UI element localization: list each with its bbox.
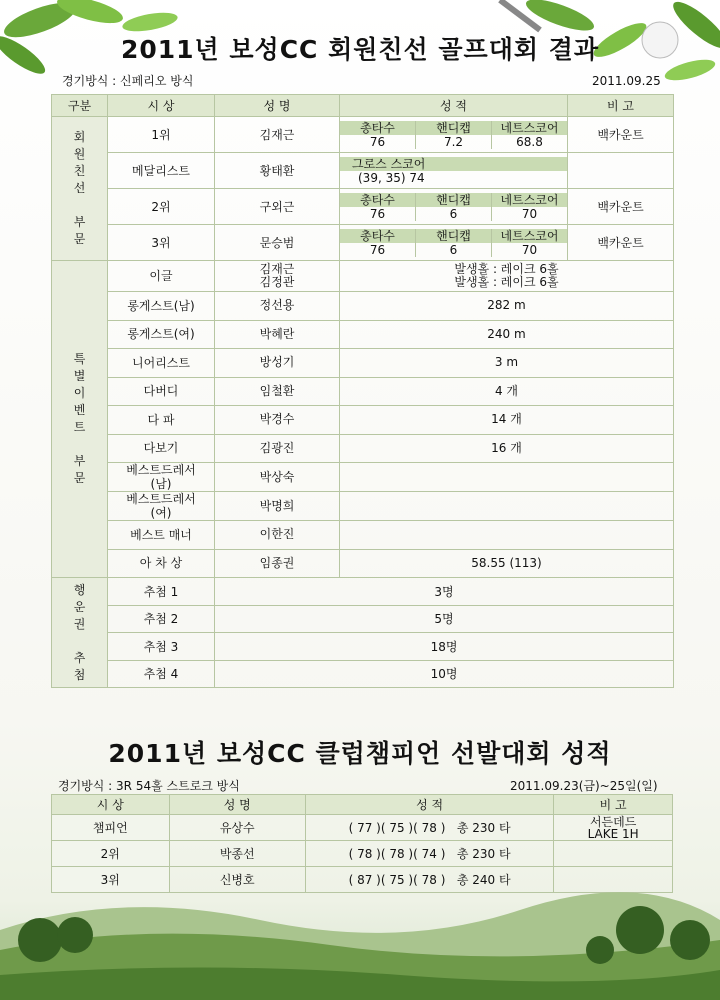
award-cell: 챔피언 [52, 815, 170, 841]
table-row [52, 492, 674, 521]
award-cell: 이글 [108, 261, 215, 292]
award-cell: 추첨 3 [108, 633, 215, 661]
result-cell: 10명 [215, 660, 674, 688]
table-row [52, 434, 674, 463]
award-cell: 롱게스트(남) [108, 292, 215, 321]
award-cell: 롱게스트(여) [108, 320, 215, 349]
award-cell: 다 파 [108, 406, 215, 435]
result-cell: 3 m [340, 349, 674, 378]
score-cell [340, 117, 568, 153]
score-header: 총타수 [340, 193, 416, 207]
score-header: 네트스코어 [500, 120, 559, 135]
gross-score-value: (39, 35) 74 [358, 170, 425, 185]
header-score: 성 적 [305, 795, 553, 815]
score-header: 네트스코어 [500, 192, 559, 207]
result-cell: 발생홀 : 레이크 6홀 발생홀 : 레이크 6홀 [340, 261, 674, 292]
method-label-2: 경기방식 : 3R 54홀 스트로크 방식 [58, 779, 240, 793]
header-note: 비 고 [554, 795, 673, 815]
header-name: 성 명 [169, 795, 305, 815]
table-row [52, 815, 673, 841]
award-cell: 추첨 2 [108, 605, 215, 633]
championship-table [51, 794, 673, 893]
name-cell: 이한진 [215, 521, 340, 550]
award-cell: 3위 [108, 225, 215, 261]
note-cell: 서든데드 LAKE 1H [554, 815, 673, 841]
result-cell: 282 m [340, 292, 674, 321]
name-cell: 김재근 [215, 117, 340, 153]
score-value: 70 [521, 206, 538, 221]
table-row [52, 292, 674, 321]
name-cell: 박종선 [169, 841, 305, 867]
award-cell: 베스트드레서 (남) [108, 463, 215, 492]
note-cell [568, 153, 674, 189]
award-cell: 1위 [108, 117, 215, 153]
score-value: 76 [340, 207, 416, 221]
header-award: 시 상 [52, 795, 170, 815]
name-cell: 방성기 [215, 349, 340, 378]
name-cell: 구외근 [215, 189, 340, 225]
score-header: 총타수 [340, 121, 416, 135]
gross-score-label: 그로스 스코어 [340, 157, 567, 171]
award-cell: 니어리스트 [108, 349, 215, 378]
name-cell: 김광진 [215, 434, 340, 463]
result-cell [340, 492, 674, 521]
score-cell [340, 225, 568, 261]
score-value: 7.2 [416, 135, 492, 149]
table-row [52, 578, 674, 606]
note-cell: 백카운트 [568, 117, 674, 153]
table-row [52, 261, 674, 292]
award-cell: 메달리스트 [108, 153, 215, 189]
result-cell: 18명 [215, 633, 674, 661]
score-value: 76 [340, 243, 416, 257]
name-cell: 임철환 [215, 377, 340, 406]
table-row [52, 349, 674, 378]
score-header: 핸디캡 [416, 193, 492, 207]
name-cell: 유상수 [169, 815, 305, 841]
score-header: 네트스코어 [500, 228, 559, 243]
header-score: 성 적 [340, 95, 568, 117]
results-table [51, 94, 674, 688]
category-lucky: 행 운 권 추 첨 [52, 578, 108, 688]
header-note: 비 고 [568, 95, 674, 117]
name-cell: 정선용 [215, 292, 340, 321]
table-row [52, 153, 674, 189]
award-cell: 2위 [52, 841, 170, 867]
result-cell: ( 77 )( 75 )( 78 ) 총 230 타 [305, 815, 553, 841]
table-row [52, 660, 674, 688]
name-cell: 신병호 [169, 867, 305, 893]
name-cell: 문승범 [215, 225, 340, 261]
result-cell: ( 87 )( 75 )( 78 ) 총 240 타 [305, 867, 553, 893]
table-row [52, 605, 674, 633]
result-cell: 240 m [340, 320, 674, 349]
award-cell: 아 차 상 [108, 549, 215, 578]
score-header: 핸디캡 [416, 229, 492, 243]
result-cell: 16 개 [340, 434, 674, 463]
note-cell [554, 867, 673, 893]
header-award: 시 상 [108, 95, 215, 117]
note-cell: 백카운트 [568, 225, 674, 261]
page-title: 2011년 보성CC 회원친선 골프대회 결과 [120, 35, 600, 64]
note-cell [554, 841, 673, 867]
name-cell: 김재근 김정관 [215, 261, 340, 292]
award-cell: 추첨 4 [108, 660, 215, 688]
result-cell [340, 463, 674, 492]
award-cell: 3위 [52, 867, 170, 893]
table-row [52, 841, 673, 867]
header-name: 성 명 [215, 95, 340, 117]
award-cell: 추첨 1 [108, 578, 215, 606]
table-row [52, 463, 674, 492]
score-value: 70 [521, 242, 538, 257]
table-row [52, 189, 674, 225]
result-cell: 58.55 (113) [340, 549, 674, 578]
score-value: 76 [340, 135, 416, 149]
award-cell: 베스트드레서 (여) [108, 492, 215, 521]
name-cell: 박혜란 [215, 320, 340, 349]
header-category: 구분 [52, 95, 108, 117]
result-cell: 14 개 [340, 406, 674, 435]
result-cell: 3명 [215, 578, 674, 606]
name-cell: 박상숙 [215, 463, 340, 492]
name-cell: 박경수 [215, 406, 340, 435]
result-cell [340, 521, 674, 550]
award-cell: 다버디 [108, 377, 215, 406]
date-label: 2011.09.25 [592, 74, 661, 88]
golf-course-landscape [0, 890, 720, 1000]
table-row [52, 549, 674, 578]
table-header-row [52, 95, 674, 117]
table-row [52, 377, 674, 406]
table-row [52, 633, 674, 661]
category-member: 회 원 친 선 부 문 [52, 117, 108, 261]
score-value: 68.8 [516, 134, 543, 149]
table-row [52, 406, 674, 435]
table-row [52, 867, 673, 893]
table-row [52, 521, 674, 550]
result-cell: 5명 [215, 605, 674, 633]
award-cell: 다보기 [108, 434, 215, 463]
table-header-row [52, 795, 673, 815]
award-cell: 2위 [108, 189, 215, 225]
score-cell [340, 189, 568, 225]
category-special: 특 별 이 벤 트 부 문 [52, 261, 108, 578]
score-cell [340, 153, 568, 189]
date-label-2: 2011.09.23(금)~25일(일) [510, 779, 658, 793]
score-header: 핸디캡 [416, 121, 492, 135]
score-value: 6 [416, 207, 492, 221]
method-label: 경기방식 : 신페리오 방식 [62, 74, 194, 88]
name-cell: 황태환 [215, 153, 340, 189]
name-cell: 박명희 [215, 492, 340, 521]
result-cell: 4 개 [340, 377, 674, 406]
second-title: 2011년 보성CC 클럽챔피언 선발대회 성적 [108, 739, 612, 768]
award-cell: 베스트 매너 [108, 521, 215, 550]
table-row [52, 225, 674, 261]
table-row [52, 117, 674, 153]
name-cell: 임종권 [215, 549, 340, 578]
score-header: 총타수 [340, 229, 416, 243]
note-cell: 백카운트 [568, 189, 674, 225]
result-cell: ( 78 )( 78 )( 74 ) 총 230 타 [305, 841, 553, 867]
table-row [52, 320, 674, 349]
score-value: 6 [416, 243, 492, 257]
